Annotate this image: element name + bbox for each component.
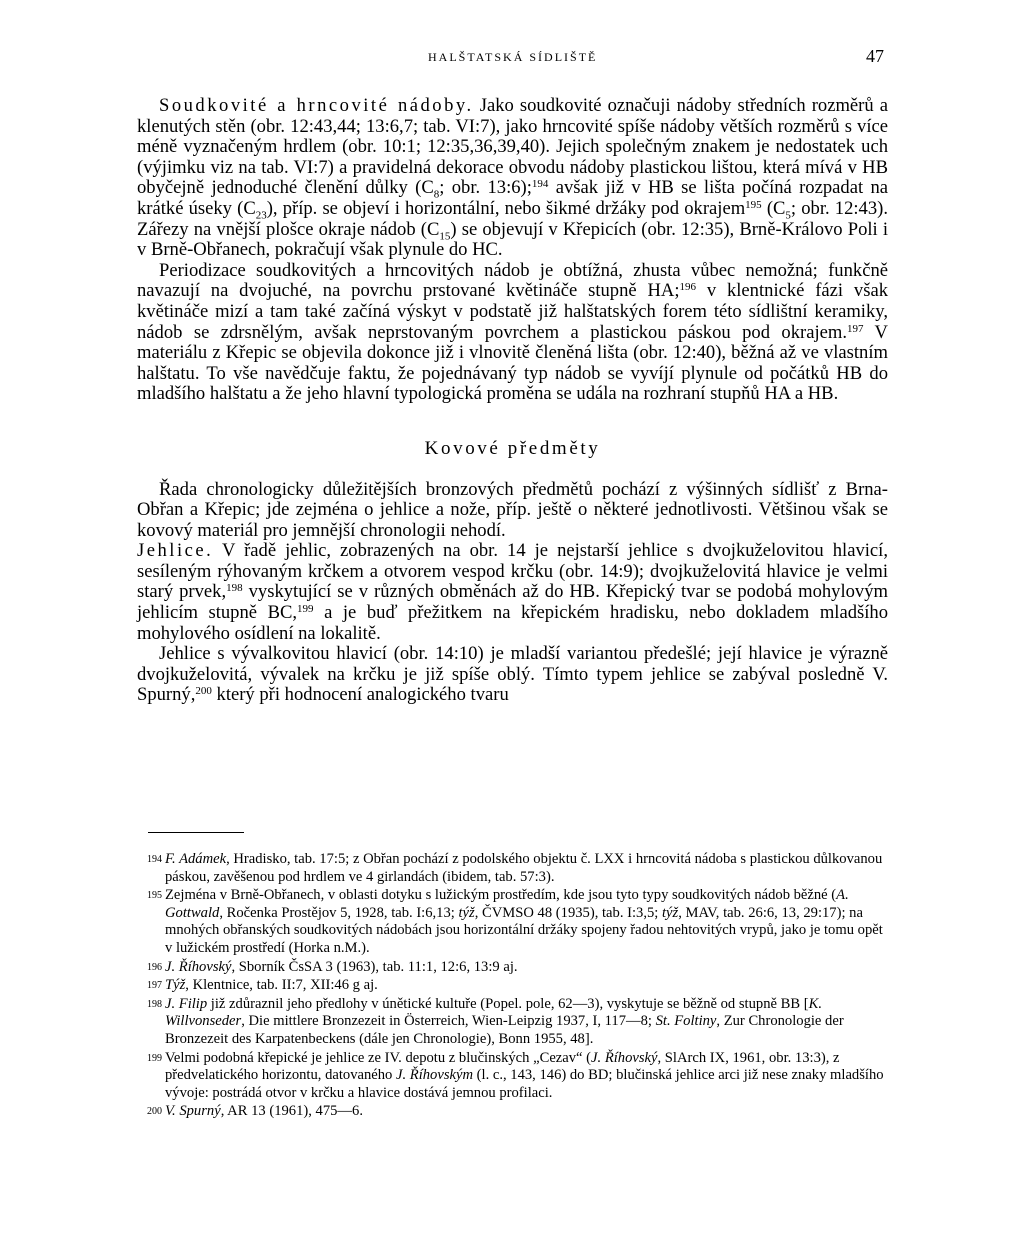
paragraph-pins: Jehlice. V řadě jehlic, zobrazených na obr. 14 je nejstarší jehlice s dvojkuželovitou hlavicí, sesíleným rýhovaným krčkem a otvorem vespod krčku (obr. 14:9); dvojkuželovitá hlavice je velmi starý prvek,$^{198}$ vyskytující se v různých obměnách až do HB. Křepický tvar se podobá mohylovým jehlicím stupně BC,$^{199}$ a je buď přežitkem na křepickém hradisku, nebo dokladem mladšího mohylového osídlení na lokalitě. [137,540,888,644]
paragraph-metal-intro: Řada chronologicky důležitějších bronzových předmětů pochází z výšinných sídlišť z Brna-Obřan a Křepic; jde zejména o jehlice a nože, příp. ještě o některé jednotlivosti. Většinou však se kovový materiál pro jemnější chronologii nehodí. [137,478,888,541]
footnote-ref: 196 [679,281,697,294]
footnote-ref: 195 [745,198,762,211]
footnote-ref: 197 [846,322,864,335]
footnote-divider [148,832,244,833]
body-text [137,96,888,706]
section-heading: Kovové předměty [424,437,601,459]
page-number: 47 [866,46,884,66]
paragraph-vessels: Soudkovité a hrncovité nádoby. Jako soudkovité označuji nádoby středních rozměrů a klenutých stěn (obr. 12:43,44; 13:6,7; tab. VI:7), jako hrncovité spíše nádoby větších rozměrů s více méně vyznačeným hrdlem (obr. 10:1; 12:35,36,39,40). Jejich společným znakem je nedostatek uch (výjimku viz na tab. VI:7) a pravidelná dekorace obvodu nádoby plastickou lištou, která mívá v HB obyčejně jednoduché členění důlky ($C_8$; obr. 13:6);$^{194}$ avšak již v HB se lišta počíná rozpadat na krátké úseky $(C_{23})$, příp. se objeví i horizontální, nebo šikmé držáky pod okrajem$^{195}$ ($C_5$; obr. 12:43). Zářezy na vnější plošce okraje nádob $(C_{15})$ se objevují v Křepicích (obr. 12:35), Brně-Královo Poli i v Brně-Obřanech, pokračují však plynule do HC. [137,95,889,261]
footnotes [137,851,889,1122]
footnote-ref: 199 [297,603,314,616]
footnote-197: 197 Týž, Klentnice, tab. II:7, XII:46 g aj. [147,977,378,994]
paragraph-roll-head-pin: Jehlice s vývalkovitou hlavicí (obr. 14:10) je mladší variantou předešlé; její hlavice je výrazně dvojkuželovitá, vývalek na krčku je již spíše oblý. Tímto typem jehlice se zabýval posledně V. Spurný,$^{200}$ který při hodnocení analogického tvaru [137,643,888,706]
footnote-194: 194 F. Adámek, Hradisko, tab. 17:5; z Obřan pochází z podolského objektu č. LXX i hrncovitá nádoba s plastickou důlkovanou páskou, zavěšenou pod hrdlem ve 4 girlandách (ibidem, tab. 57:3). [147,851,883,885]
footnote-200: 200 V. Spurný, AR 13 (1961), 475—6. [147,1103,363,1120]
footnote-ref: 198 [226,582,243,595]
footnote-196: 196 J. Říhovský, Sborník ČsSA 3 (1963), tab. 11:1, 12:6, 13:9 aj. [147,958,518,975]
footnote-ref: 200 [195,685,212,698]
paragraph-periodization: Periodizace soudkovitých a hrncovitých nádob je obtížná, zhusta vůbec nemožná; funkčně navazují na dvojuché, na povrchu prstované květináče stupně HA;$^{196}$ v klentnické fázi však květináče mizí a tam také začíná výskyt v podstatě již halštatských forem této sídlištní keramiky, nádob se zdrsnělým, avšak neprstovaným povrchem a plastickou páskou pod okrajem.$^{197}$ V materiálu z Křepic se objevila dokonce již i vlnovitě členěná lišta (obr. 12:40), běžná až ve vlastním halštatu. To vše navědčuje faktu, že pojednávaný typ nádob se vyvíjí plynule od počátků HB do mladšího halštatu a že jeho hlavní typologická proměna se udála na rozhraní stupňů HA a HB. [137,259,889,405]
footnote-195: 195 Zejména v Brně-Obřanech, v oblasti dotyku s lužickým prostředím, kde jsou tyto typy soudkovitých nádob běžné (A. Gottwald, Ročenka Prostějov 5, 1928, tab. I:6,13; týž, ČVMSO 48 (1935), tab. I:3,5; týž, MAV, tab. 26:6, 13, 29:17); na mnohých obřanských soudkovitých nádobách jsou horizontální držáky spojeny řadou nehtovitých vrypů, jako je tomu opět v lužickém prostředí (Horka n.M.). [147,887,883,956]
running-head: HALŠTATSKÁ SÍDLIŠTĚ [428,50,598,64]
inline-heading: Jehlice. [137,540,214,562]
footnote-199: 199 Velmi podobná křepické je jehlice ze IV. depotu z blučinských „Cezav“ (J. Říhovský, SlArch IX, 1961, obr. 13:3), z předvelatického horizontu, datovaného J. Říhovským (l. c., 143, 146) do BD; blučinská jehlice arci již nese znaky mladšího vývoje: postrádá otvor v krčku a hlavice dostává jemnou profilaci. [147,1049,884,1101]
footnote-ref: 194 [531,178,549,191]
inline-heading: Soudkovité a hrncovité nádoby. [159,95,474,116]
footnote-198: 198 J. Filip již zdůraznil jeho předlohy v únětické kultuře (Popel. pole, 62—3), vyskytuje se běžně od stupně BB [K. Willvonseder, Die mittlere Bronzezeit in Österreich, Wien-Leipzig 1937, I, 117—8; St. Foltiny, Zur Chronologie der Bronzezeit des Karpatenbeckens (dále jen Chronologie), Bonn 1955, 48]. [147,995,844,1047]
